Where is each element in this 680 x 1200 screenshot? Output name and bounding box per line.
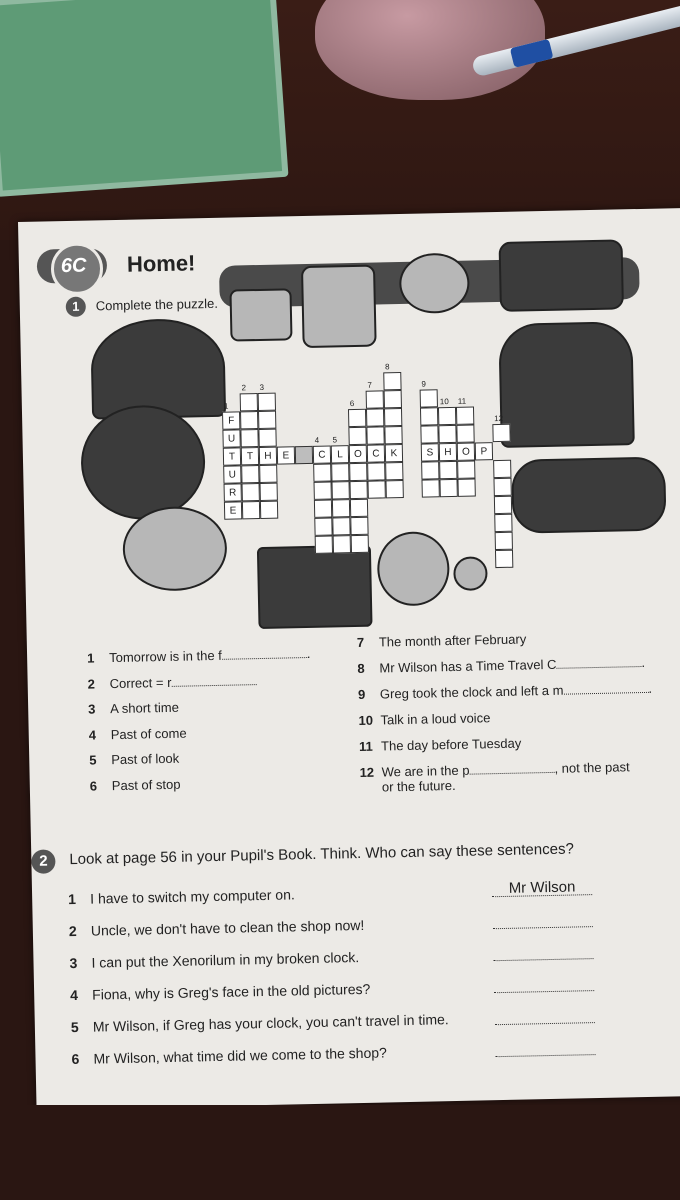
crossword-cell[interactable] <box>495 532 513 550</box>
clue-suffix: , not the past <box>554 759 630 776</box>
clue-text-line2: or the future. <box>381 777 456 795</box>
sentence-text: Mr Wilson, what time did we come to the shop? <box>93 1044 387 1067</box>
crossword-cell[interactable] <box>351 535 369 553</box>
crossword-cell[interactable] <box>260 501 278 519</box>
clue-item <box>90 776 181 793</box>
crossword-cell[interactable] <box>439 461 457 479</box>
answer-blank[interactable] <box>563 682 648 695</box>
carriage-clock-illustration <box>90 318 226 420</box>
clue-item <box>88 700 179 717</box>
crossword-cell[interactable] <box>258 393 276 411</box>
clue-suffix: . <box>306 645 311 662</box>
exercise-2-number: 2 <box>31 849 55 873</box>
crossword-cell[interactable] <box>420 389 438 407</box>
crossword-letter[interactable]: L <box>331 445 349 463</box>
crossword-cell[interactable] <box>384 426 402 444</box>
crossword-cell[interactable] <box>242 501 260 519</box>
crossword-cell[interactable] <box>420 425 438 443</box>
crossword-letter[interactable]: T <box>223 447 241 465</box>
crossword-letter[interactable]: P <box>475 442 493 460</box>
crossword-letter[interactable]: E <box>224 501 242 519</box>
crossword-letter[interactable]: R <box>224 483 242 501</box>
crossword-letter[interactable]: U <box>222 429 240 447</box>
crossword-cell[interactable] <box>315 535 333 553</box>
clue-text: The month after February <box>378 631 527 650</box>
crossword-letter[interactable]: K <box>385 444 403 462</box>
clue-text: Talk in a loud voice <box>380 710 491 728</box>
green-notebook <box>0 0 289 197</box>
crossword-cell[interactable] <box>258 411 276 429</box>
small-clock-illustration <box>453 556 488 591</box>
crossword-clue-number: 6 <box>349 398 355 409</box>
answer-line[interactable] <box>493 942 593 961</box>
sentence-text: Mr Wilson, if Greg has your clock, you can't travel in time. <box>92 1011 449 1035</box>
crossword-cell[interactable] <box>384 390 402 408</box>
crossword-clue-number: 11 <box>457 396 467 406</box>
crossword-clue-number: 3 <box>259 382 265 392</box>
sentence-number: 6 <box>71 1050 80 1068</box>
clue-item <box>359 759 630 795</box>
crossword-cell[interactable] <box>384 408 402 426</box>
clue-text: Correct = r <box>109 674 172 691</box>
crossword-cell[interactable] <box>313 463 331 481</box>
crossword-clue-number: 4 <box>314 435 320 445</box>
clue-number: 12 <box>359 764 375 780</box>
sentence-item <box>71 1044 387 1067</box>
sentence-number: 2 <box>68 922 77 940</box>
crossword-letter[interactable]: S <box>421 443 439 461</box>
clue-number: 5 <box>89 752 97 768</box>
answer-line[interactable] <box>493 910 593 929</box>
crossword-cell[interactable] <box>314 499 332 517</box>
crossword-cell[interactable] <box>349 463 367 481</box>
clue-item <box>358 681 652 702</box>
exercise-1-number: 1 <box>66 297 86 317</box>
crossword-cell[interactable] <box>420 407 438 425</box>
answer-line[interactable] <box>495 1006 595 1025</box>
crossword-cell[interactable] <box>241 465 259 483</box>
clue-item <box>89 725 187 742</box>
clue-text: Past of come <box>110 725 187 742</box>
sentence-text: I can put the Xenorilum in my broken clock. <box>91 949 360 971</box>
sentence-text: Fiona, why is Greg's face in the old pictures? <box>92 980 371 1003</box>
sentence-item <box>70 981 370 1003</box>
clue-text: The day before Tuesday <box>380 735 522 754</box>
clue-number: 10 <box>358 712 374 728</box>
crossword-cell[interactable] <box>314 517 332 535</box>
clue-item <box>88 673 257 692</box>
crossword-cell[interactable] <box>493 478 511 496</box>
crossword-cell[interactable] <box>332 517 350 535</box>
clue-number: 11 <box>358 738 373 754</box>
exercise-2-instruction: Look at page 56 in your Pupil's Book. Think. Who can say these sentences? <box>69 840 574 869</box>
crossword-cell[interactable] <box>259 465 277 483</box>
crossword-cell[interactable] <box>367 480 385 498</box>
crossword-cell[interactable] <box>494 514 512 532</box>
crossword-clue-number: 2 <box>241 383 247 393</box>
crossword-cell[interactable] <box>350 499 368 517</box>
exercise-1-instruction: Complete the puzzle. <box>95 295 219 314</box>
twin-bell-alarm-clock-illustration <box>377 531 451 606</box>
clue-item <box>89 751 179 768</box>
crossword-cell[interactable] <box>438 425 456 443</box>
crossword-letter[interactable]: C <box>367 444 385 462</box>
sentence-text: Uncle, we don't have to clean the shop now! <box>90 916 365 939</box>
crossword-cell[interactable] <box>333 535 351 553</box>
crossword-letter[interactable]: F <box>222 411 240 429</box>
alarm-clock-illustration <box>229 288 292 341</box>
crossword-cell[interactable] <box>240 393 258 411</box>
bracelet-watch-illustration <box>511 457 667 534</box>
crossword-cell[interactable] <box>348 409 366 427</box>
crossword-cell[interactable] <box>366 408 384 426</box>
workbook-page <box>18 208 680 1110</box>
clue-text: We are in the p <box>381 762 470 780</box>
sentence-item <box>69 917 365 939</box>
clue-item <box>358 710 490 728</box>
crossword-cell[interactable] <box>439 479 457 497</box>
crossword-cell[interactable] <box>457 460 475 478</box>
clue-number: 6 <box>89 777 98 794</box>
sunburst-clock-illustration <box>80 404 206 521</box>
crossword-cell[interactable] <box>349 481 367 499</box>
crossword-clue-number: 5 <box>332 435 338 445</box>
crossword-cell[interactable] <box>493 460 511 478</box>
crossword-clue-number: 12 <box>494 413 504 424</box>
wall-clock-illustration <box>257 545 373 629</box>
crossword-cell[interactable] <box>332 481 350 499</box>
crossword-clue-number: 10 <box>439 397 449 407</box>
clue-text: Mr Wilson has a Time Travel C <box>379 656 557 676</box>
crossword-clue-number: 8 <box>385 362 390 372</box>
clue-number: 3 <box>88 701 96 717</box>
clue-item <box>357 655 645 676</box>
crossword-cell[interactable] <box>258 429 276 447</box>
answer-blank[interactable] <box>556 656 641 669</box>
crossword-letter[interactable]: C <box>313 445 331 463</box>
clue-number: 2 <box>87 675 96 692</box>
crossword-cell[interactable] <box>366 390 384 408</box>
clue-suffix: . <box>641 654 646 671</box>
crossword-cell[interactable] <box>438 407 456 425</box>
crossword-clue-number: 9 <box>421 379 427 389</box>
wristwatch-illustration <box>399 253 470 314</box>
mantel-clock-illustration <box>301 265 377 349</box>
answer-line[interactable] <box>494 974 594 993</box>
crossword-cell[interactable] <box>240 429 258 447</box>
answer-blank[interactable] <box>469 762 554 775</box>
crossword-cell[interactable] <box>332 499 350 517</box>
crossword-clue-number: 7 <box>367 380 373 390</box>
sentence-number: 5 <box>70 1018 79 1036</box>
crossword-letter[interactable]: H <box>439 443 457 461</box>
crossword-cell[interactable] <box>385 462 403 480</box>
crossword-letter[interactable]: H <box>259 447 277 465</box>
sentence-number: 4 <box>70 986 79 1004</box>
answer-blank[interactable] <box>222 647 307 660</box>
crossword-cell[interactable] <box>348 427 366 445</box>
crossword-letter[interactable]: O <box>349 445 367 463</box>
crossword-cell[interactable] <box>367 462 385 480</box>
clue-item <box>87 646 311 666</box>
sentence-number: 1 <box>68 890 77 908</box>
crossword-cell[interactable] <box>421 461 439 479</box>
crossword-letter[interactable]: T <box>241 447 259 465</box>
clue-text: A short time <box>110 699 179 717</box>
stopwatch-illustration <box>122 506 228 592</box>
clue-text: Past of look <box>111 750 180 768</box>
clue-suffix: . <box>648 680 653 696</box>
crossword-cell[interactable] <box>385 480 403 498</box>
crossword-cell[interactable] <box>456 424 474 442</box>
crossword-cell[interactable] <box>240 411 258 429</box>
crossword-cell[interactable] <box>495 550 513 568</box>
crossword-cell[interactable] <box>242 483 260 501</box>
crossword-letter[interactable]: U <box>223 465 241 483</box>
crossword-letter[interactable]: E <box>277 446 295 464</box>
cuckoo-clock-illustration <box>498 321 635 448</box>
clue-number: 1 <box>86 650 95 666</box>
clue-number: 9 <box>357 686 366 702</box>
crossword-letter[interactable]: O <box>457 442 475 460</box>
page-title: Home! <box>126 250 196 277</box>
crossword-cell[interactable] <box>314 481 332 499</box>
crossword-cell[interactable] <box>383 372 401 390</box>
crossword-cell[interactable] <box>457 478 475 496</box>
crossword-cell[interactable] <box>260 483 278 501</box>
sentence-item <box>68 886 295 907</box>
sentence-number: 3 <box>69 954 78 972</box>
crossword-cell[interactable] <box>366 426 384 444</box>
clue-number: 4 <box>88 726 97 743</box>
clue-item <box>359 736 521 754</box>
clue-text: Tomorrow is in the f <box>108 647 222 666</box>
clue-number: 8 <box>357 660 365 676</box>
crossword-blank[interactable] <box>295 446 313 464</box>
answer-line[interactable] <box>495 1038 595 1057</box>
clue-text: Greg took the clock and left a m <box>379 682 564 702</box>
desk-bottom <box>0 1105 680 1200</box>
sentence-item <box>69 949 359 971</box>
crossword-cell[interactable] <box>350 517 368 535</box>
crossword-cell[interactable] <box>494 496 512 514</box>
clue-item <box>357 631 527 650</box>
crossword-cell[interactable] <box>456 406 474 424</box>
crossword-clue-number: 1 <box>223 401 229 411</box>
crossword-cell[interactable] <box>331 463 349 481</box>
clue-text: Past of stop <box>111 776 181 793</box>
answer-line[interactable]: Mr Wilson <box>492 878 592 897</box>
crossword-cell[interactable] <box>492 424 510 442</box>
digital-clock-illustration <box>499 239 624 312</box>
sentence-text: I have to switch my computer on. <box>90 886 295 907</box>
unit-badge: 6C <box>60 254 87 278</box>
crossword-cell[interactable] <box>421 479 439 497</box>
clue-number: 7 <box>356 634 365 650</box>
sentence-item <box>71 1011 449 1035</box>
answer-blank[interactable] <box>171 674 256 687</box>
